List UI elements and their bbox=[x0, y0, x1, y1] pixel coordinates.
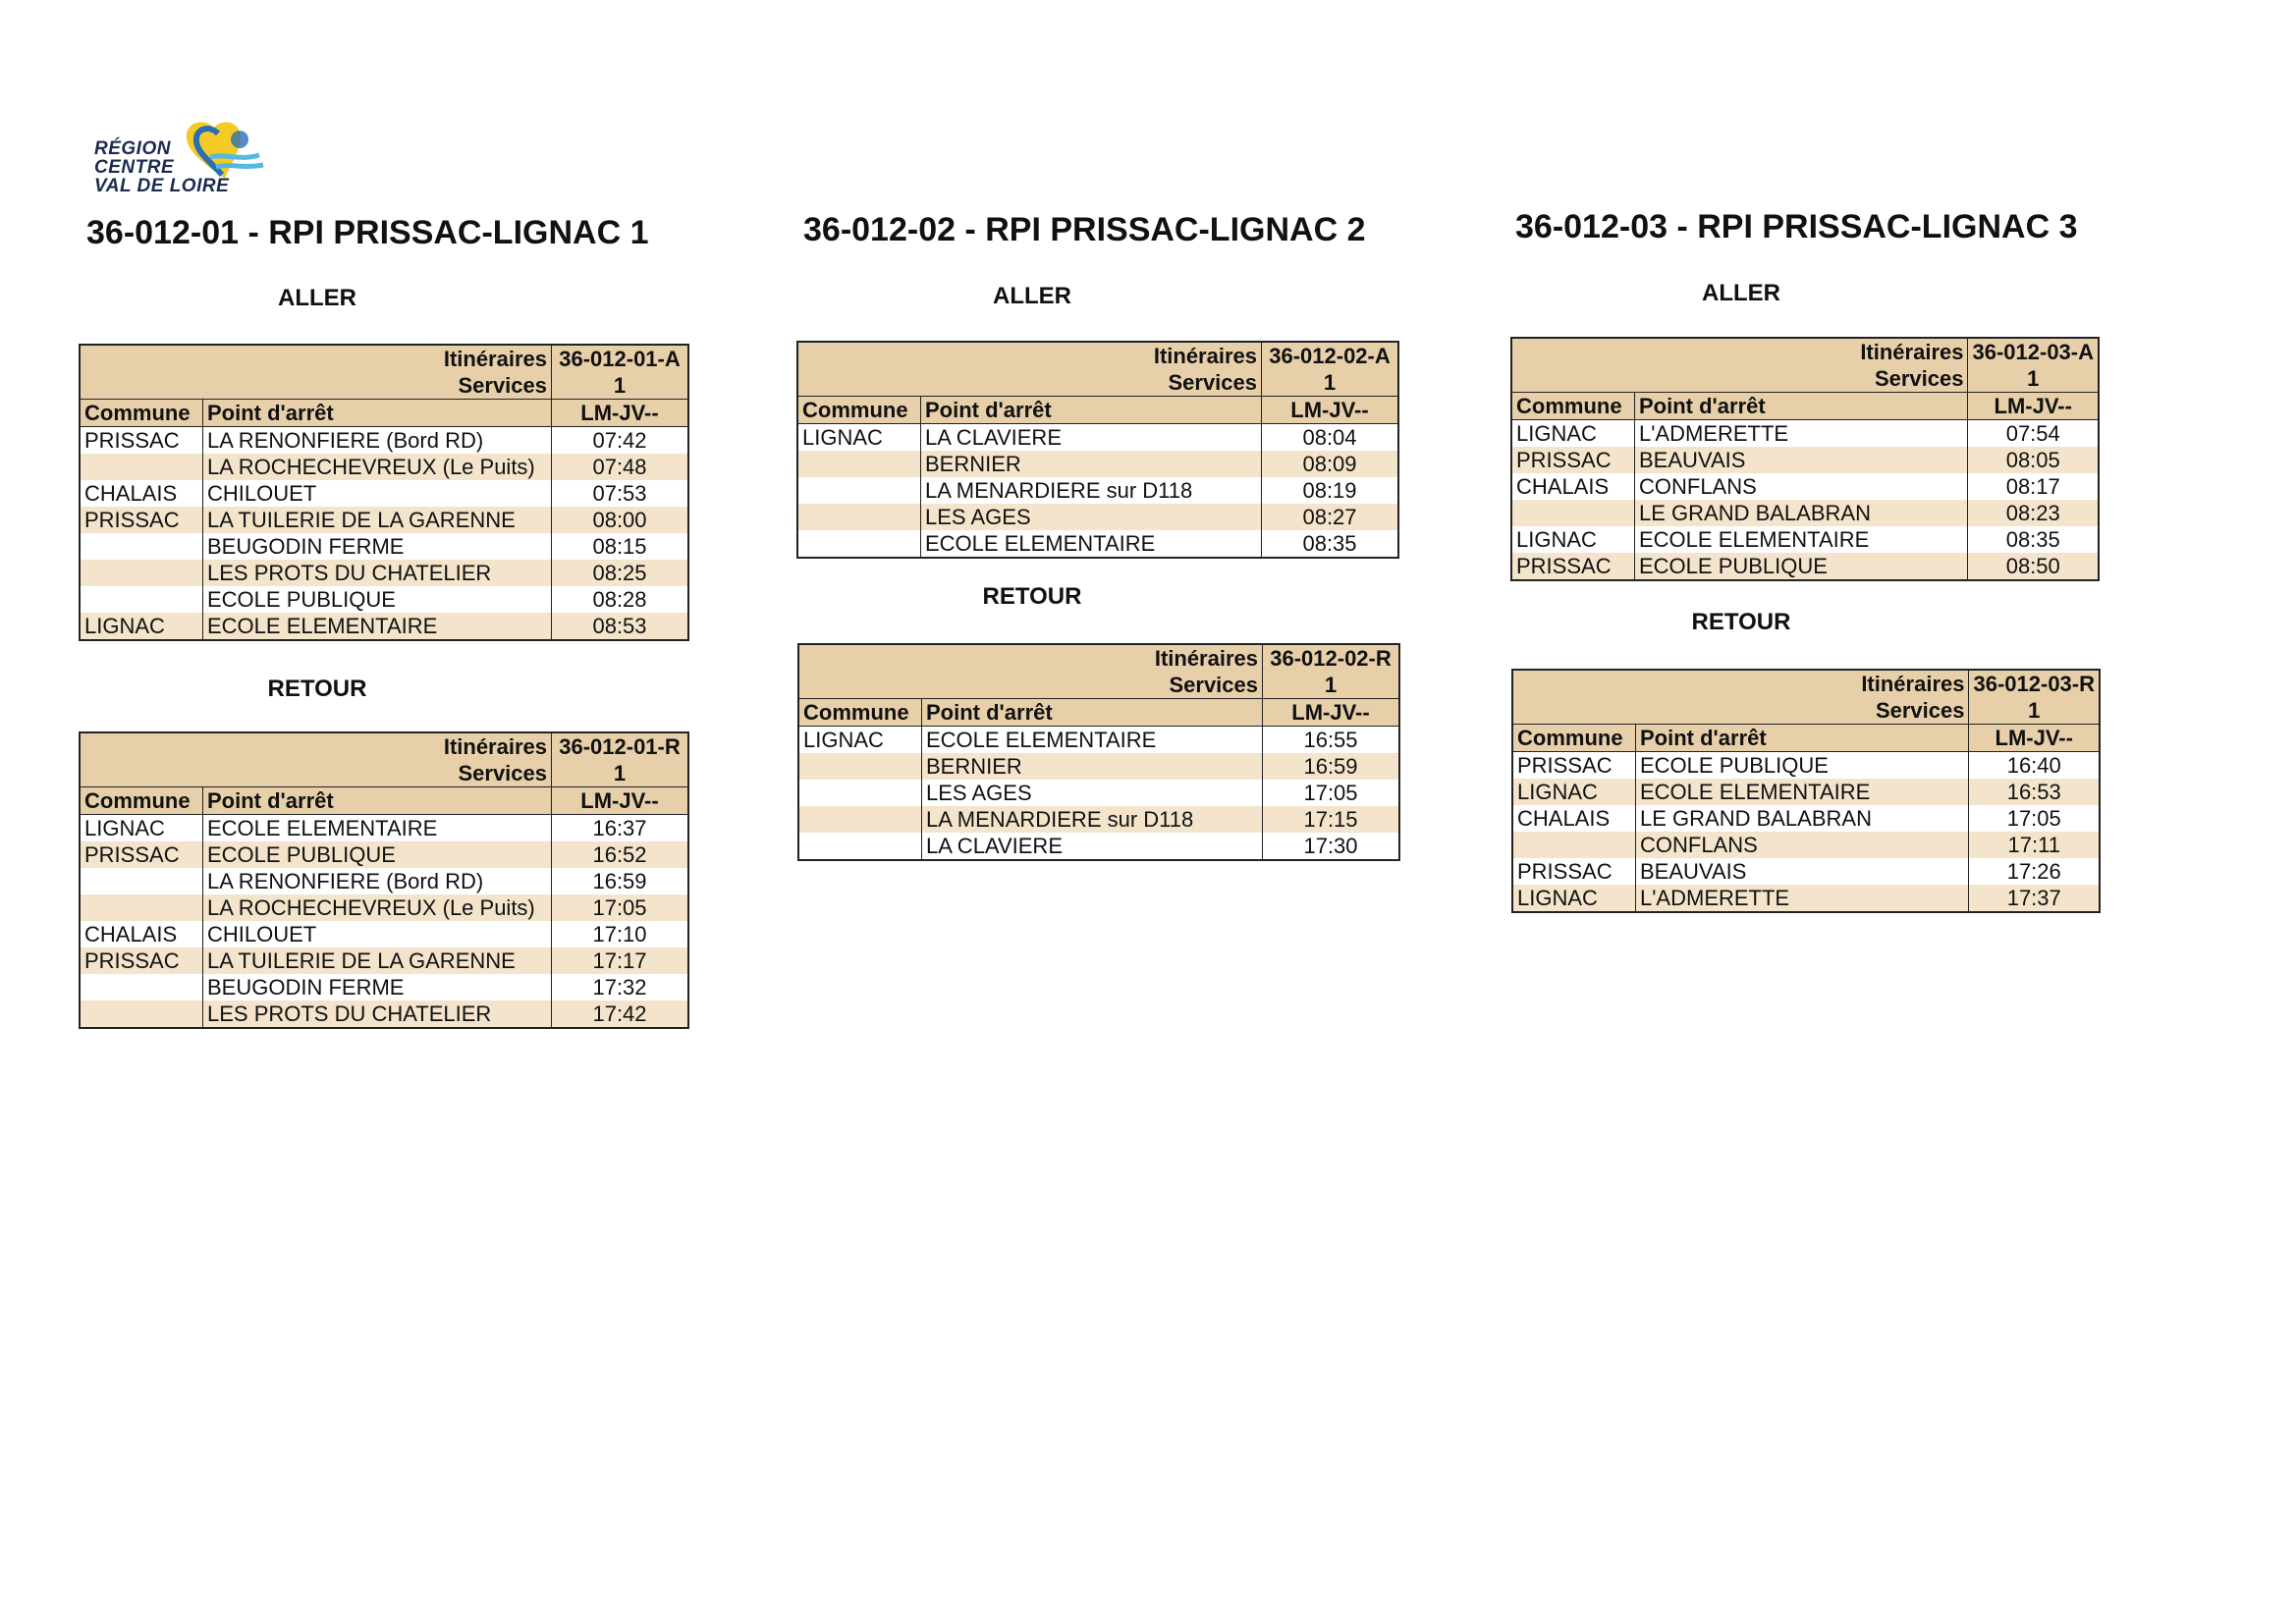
time-cell: 17:42 bbox=[552, 1001, 689, 1028]
logo-line-1: RÉGION bbox=[94, 138, 171, 159]
stop-cell: BEAUVAIS bbox=[1635, 447, 1968, 473]
time-cell: 08:23 bbox=[1968, 500, 2099, 526]
table-row bbox=[798, 806, 1399, 833]
table-row bbox=[1511, 447, 2099, 473]
time-cell: 17:37 bbox=[1969, 885, 2100, 912]
days-header: LM-JV-- bbox=[1969, 725, 2100, 752]
commune-cell bbox=[798, 780, 922, 806]
commune-cell: CHALAIS bbox=[84, 922, 178, 947]
stop-cell: LE GRAND BALABRAN bbox=[1636, 805, 1969, 832]
time-cell: 08:28 bbox=[552, 586, 689, 613]
table-row bbox=[1511, 553, 2099, 580]
stop-cell: BEAUVAIS bbox=[1636, 858, 1969, 885]
point-header: Point d'arrêt bbox=[203, 787, 552, 815]
table-row bbox=[1512, 779, 2100, 805]
time-cell: 17:10 bbox=[552, 921, 689, 947]
service-number: 1 bbox=[552, 372, 689, 400]
route-code: 36-012-02-R bbox=[1263, 644, 1400, 672]
commune-cell bbox=[80, 560, 203, 586]
services-label: Services bbox=[798, 672, 1263, 699]
table-row bbox=[797, 477, 1398, 504]
commune-cell bbox=[798, 833, 922, 860]
route-code: 36-012-02-A bbox=[1262, 342, 1399, 369]
commune-cell: PRISSAC bbox=[1517, 753, 1613, 778]
services-label: Services bbox=[80, 760, 552, 787]
commune-cell bbox=[80, 894, 203, 921]
itineraires-label: Itinéraires bbox=[1511, 338, 1968, 365]
table-row bbox=[80, 1001, 688, 1028]
services-label: Services bbox=[80, 372, 552, 400]
commune-cell: CHALAIS bbox=[1517, 806, 1611, 831]
table-row bbox=[797, 424, 1398, 452]
stop-cell: ECOLE ELEMENTAIRE bbox=[203, 613, 552, 640]
table-row bbox=[1512, 832, 2100, 858]
commune-cell bbox=[80, 1001, 203, 1028]
stop-cell: LES AGES bbox=[922, 780, 1263, 806]
commune-cell: CHALAIS bbox=[1516, 474, 1610, 499]
itineraires-label: Itinéraires bbox=[80, 345, 552, 372]
time-cell: 17:30 bbox=[1263, 833, 1400, 860]
retour-label-3: RETOUR bbox=[1691, 609, 1791, 635]
logo-line-3: VAL DE LOIRE bbox=[94, 176, 230, 196]
table-row bbox=[798, 833, 1399, 860]
timetable-retour-2 bbox=[797, 643, 1400, 861]
time-cell: 08:04 bbox=[1262, 424, 1399, 452]
stop-cell: CHILOUET bbox=[203, 921, 552, 947]
commune-header: Commune bbox=[1512, 725, 1636, 752]
time-cell: 07:54 bbox=[1968, 420, 2099, 448]
timetable-aller-1 bbox=[79, 344, 689, 641]
table-row bbox=[798, 780, 1399, 806]
stop-cell: LE GRAND BALABRAN bbox=[1635, 500, 1968, 526]
service-number: 1 bbox=[1969, 697, 2100, 725]
commune-cell: LIGNAC bbox=[1512, 885, 1636, 912]
point-header: Point d'arrêt bbox=[1635, 393, 1968, 420]
time-cell: 08:15 bbox=[552, 533, 689, 560]
table-row bbox=[797, 451, 1398, 477]
commune-cell: PRISSAC bbox=[1511, 447, 1635, 473]
services-label: Services bbox=[1511, 365, 1968, 393]
time-cell: 17:05 bbox=[1969, 805, 2100, 832]
table-row bbox=[1511, 420, 2099, 448]
table-row bbox=[1512, 805, 2100, 832]
time-cell: 17:17 bbox=[552, 947, 689, 974]
table-row bbox=[798, 727, 1399, 754]
commune-cell: PRISSAC bbox=[1517, 859, 1613, 884]
days-header: LM-JV-- bbox=[1263, 699, 1400, 727]
stop-cell: CONFLANS bbox=[1635, 473, 1968, 500]
time-cell: 16:55 bbox=[1263, 727, 1400, 754]
stop-cell: LA CLAVIERE bbox=[922, 833, 1263, 860]
stop-cell: ECOLE ELEMENTAIRE bbox=[203, 815, 552, 842]
stop-cell: BERNIER bbox=[921, 451, 1262, 477]
itineraires-label: Itinéraires bbox=[797, 342, 1262, 369]
time-cell: 16:40 bbox=[1969, 752, 2100, 780]
time-cell: 17:26 bbox=[1969, 858, 2100, 885]
time-cell: 08:50 bbox=[1968, 553, 2099, 580]
region-logo bbox=[94, 118, 271, 206]
commune-cell bbox=[80, 533, 203, 560]
stop-cell: ECOLE ELEMENTAIRE bbox=[922, 727, 1263, 754]
stop-cell: BERNIER bbox=[922, 753, 1263, 780]
time-cell: 08:09 bbox=[1262, 451, 1399, 477]
stop-cell: L'ADMERETTE bbox=[1635, 420, 1968, 448]
time-cell: 17:32 bbox=[552, 974, 689, 1001]
service-number: 1 bbox=[552, 760, 689, 787]
commune-header: Commune bbox=[80, 787, 203, 815]
table-row bbox=[80, 454, 688, 480]
table-row bbox=[80, 586, 688, 613]
time-cell: 08:05 bbox=[1968, 447, 2099, 473]
table-row bbox=[1512, 885, 2100, 912]
commune-cell: PRISSAC bbox=[80, 841, 203, 868]
days-header: LM-JV-- bbox=[1262, 397, 1399, 424]
time-cell: 17:05 bbox=[552, 894, 689, 921]
table-row bbox=[1511, 500, 2099, 526]
stop-cell: ECOLE PUBLIQUE bbox=[1636, 752, 1969, 780]
stop-cell: ECOLE ELEMENTAIRE bbox=[921, 530, 1262, 558]
services-label: Services bbox=[1512, 697, 1969, 725]
route-code: 36-012-01-A bbox=[552, 345, 689, 372]
commune-cell: PRISSAC bbox=[84, 428, 180, 453]
logo-line-2: CENTRE bbox=[94, 157, 175, 178]
commune-cell bbox=[80, 974, 203, 1001]
days-header: LM-JV-- bbox=[552, 400, 689, 427]
service-number: 1 bbox=[1263, 672, 1400, 699]
stop-cell: LES AGES bbox=[921, 504, 1262, 530]
commune-cell bbox=[80, 586, 203, 613]
commune-cell bbox=[798, 753, 922, 780]
time-cell: 08:35 bbox=[1262, 530, 1399, 558]
stop-cell: LA ROCHECHEVREUX (Le Puits) bbox=[203, 454, 552, 480]
stop-cell: LA RENONFIERE (Bord RD) bbox=[203, 868, 552, 894]
time-cell: 07:42 bbox=[552, 427, 689, 455]
time-cell: 08:17 bbox=[1968, 473, 2099, 500]
commune-cell bbox=[80, 454, 203, 480]
stop-cell: CHILOUET bbox=[203, 480, 552, 507]
table-row bbox=[1512, 752, 2100, 780]
time-cell: 16:53 bbox=[1969, 779, 2100, 805]
table-row bbox=[1511, 473, 2099, 500]
time-cell: 17:05 bbox=[1263, 780, 1400, 806]
service-number: 1 bbox=[1262, 369, 1399, 397]
services-label: Services bbox=[797, 369, 1262, 397]
commune-cell: LIGNAC bbox=[1516, 527, 1597, 552]
stop-cell: LA MENARDIERE sur D118 bbox=[922, 806, 1263, 833]
days-header: LM-JV-- bbox=[552, 787, 689, 815]
time-cell: 08:27 bbox=[1262, 504, 1399, 530]
timetable-retour-3 bbox=[1511, 669, 2101, 913]
stop-cell: ECOLE PUBLIQUE bbox=[1635, 553, 1968, 580]
commune-cell bbox=[1512, 832, 1636, 858]
aller-label-3: ALLER bbox=[1702, 280, 1780, 306]
stop-cell: LES PROTS DU CHATELIER bbox=[203, 1001, 552, 1028]
table-row bbox=[80, 613, 688, 640]
stop-cell: LA TUILERIE DE LA GARENNE bbox=[203, 507, 552, 533]
aller-label-2: ALLER bbox=[993, 283, 1071, 309]
point-header: Point d'arrêt bbox=[921, 397, 1262, 424]
timetable-retour-1 bbox=[79, 731, 689, 1029]
stop-cell: ECOLE ELEMENTAIRE bbox=[1636, 779, 1969, 805]
table-row bbox=[798, 753, 1399, 780]
route-title-3: 36-012-03 - RPI PRISSAC-LIGNAC 3 bbox=[1515, 208, 2078, 245]
retour-label-2: RETOUR bbox=[982, 583, 1082, 610]
commune-cell bbox=[798, 806, 922, 833]
point-header: Point d'arrêt bbox=[1636, 725, 1969, 752]
stop-cell: CONFLANS bbox=[1636, 832, 1969, 858]
commune-cell bbox=[797, 451, 921, 477]
time-cell: 17:11 bbox=[1969, 832, 2100, 858]
commune-cell: LIGNAC bbox=[1512, 779, 1636, 805]
time-cell: 08:53 bbox=[552, 613, 689, 640]
table-row bbox=[80, 841, 688, 868]
commune-cell: CHALAIS bbox=[84, 481, 178, 506]
table-row bbox=[80, 533, 688, 560]
time-cell: 16:52 bbox=[552, 841, 689, 868]
commune-header: Commune bbox=[798, 699, 922, 727]
stop-cell: ECOLE PUBLIQUE bbox=[203, 586, 552, 613]
stop-cell: L'ADMERETTE bbox=[1636, 885, 1969, 912]
timetable-aller-2 bbox=[796, 341, 1399, 559]
time-cell: 08:25 bbox=[552, 560, 689, 586]
time-cell: 08:35 bbox=[1968, 526, 2099, 553]
time-cell: 07:53 bbox=[552, 480, 689, 507]
time-cell: 16:37 bbox=[552, 815, 689, 842]
table-row bbox=[80, 921, 688, 947]
table-row bbox=[80, 947, 688, 974]
stop-cell: LA TUILERIE DE LA GARENNE bbox=[203, 947, 552, 974]
timetable-aller-3 bbox=[1510, 337, 2100, 581]
commune-cell: LIGNAC bbox=[80, 613, 203, 640]
retour-label-1: RETOUR bbox=[267, 676, 367, 702]
commune-cell: PRISSAC bbox=[80, 947, 203, 974]
table-row bbox=[80, 480, 688, 507]
table-row bbox=[80, 507, 688, 533]
route-code: 36-012-03-A bbox=[1968, 338, 2099, 365]
table-row bbox=[80, 974, 688, 1001]
time-cell: 16:59 bbox=[1263, 753, 1400, 780]
commune-cell: LIGNAC bbox=[802, 425, 883, 450]
stop-cell: ECOLE PUBLIQUE bbox=[203, 841, 552, 868]
itineraires-label: Itinéraires bbox=[1512, 670, 1969, 697]
stop-cell: BEUGODIN FERME bbox=[203, 974, 552, 1001]
commune-cell: PRISSAC bbox=[80, 507, 203, 533]
table-row bbox=[797, 504, 1398, 530]
table-row bbox=[1511, 526, 2099, 553]
commune-cell: LIGNAC bbox=[1516, 421, 1597, 446]
table-row bbox=[80, 815, 688, 842]
time-cell: 08:19 bbox=[1262, 477, 1399, 504]
table-row bbox=[80, 868, 688, 894]
point-header: Point d'arrêt bbox=[922, 699, 1263, 727]
commune-cell bbox=[797, 504, 921, 530]
stop-cell: LA RENONFIERE (Bord RD) bbox=[203, 427, 552, 455]
route-code: 36-012-03-R bbox=[1969, 670, 2100, 697]
route-title-2: 36-012-02 - RPI PRISSAC-LIGNAC 2 bbox=[803, 211, 1366, 248]
commune-cell bbox=[797, 530, 921, 558]
route-code: 36-012-01-R bbox=[552, 732, 689, 760]
table-row bbox=[80, 894, 688, 921]
stop-cell: BEUGODIN FERME bbox=[203, 533, 552, 560]
commune-cell: LIGNAC bbox=[84, 816, 165, 840]
commune-header: Commune bbox=[1511, 393, 1635, 420]
aller-label-1: ALLER bbox=[278, 285, 356, 311]
commune-cell bbox=[80, 868, 203, 894]
table-row bbox=[1512, 858, 2100, 885]
stop-cell: ECOLE ELEMENTAIRE bbox=[1635, 526, 1968, 553]
stop-cell: LES PROTS DU CHATELIER bbox=[203, 560, 552, 586]
commune-cell: PRISSAC bbox=[1511, 553, 1635, 580]
route-title-1: 36-012-01 - RPI PRISSAC-LIGNAC 1 bbox=[86, 214, 649, 251]
time-cell: 17:15 bbox=[1263, 806, 1400, 833]
stop-cell: LA MENARDIERE sur D118 bbox=[921, 477, 1262, 504]
table-row bbox=[80, 560, 688, 586]
table-row bbox=[80, 427, 688, 455]
commune-header: Commune bbox=[80, 400, 203, 427]
itineraires-label: Itinéraires bbox=[80, 732, 552, 760]
commune-cell: LIGNAC bbox=[803, 728, 884, 752]
point-header: Point d'arrêt bbox=[203, 400, 552, 427]
days-header: LM-JV-- bbox=[1968, 393, 2099, 420]
table-row bbox=[797, 530, 1398, 558]
itineraires-label: Itinéraires bbox=[798, 644, 1263, 672]
commune-header: Commune bbox=[797, 397, 921, 424]
time-cell: 07:48 bbox=[552, 454, 689, 480]
stop-cell: LA CLAVIERE bbox=[921, 424, 1262, 452]
commune-cell bbox=[797, 477, 921, 504]
commune-cell bbox=[1511, 500, 1635, 526]
time-cell: 08:00 bbox=[552, 507, 689, 533]
stop-cell: LA ROCHECHEVREUX (Le Puits) bbox=[203, 894, 552, 921]
service-number: 1 bbox=[1968, 365, 2099, 393]
time-cell: 16:59 bbox=[552, 868, 689, 894]
